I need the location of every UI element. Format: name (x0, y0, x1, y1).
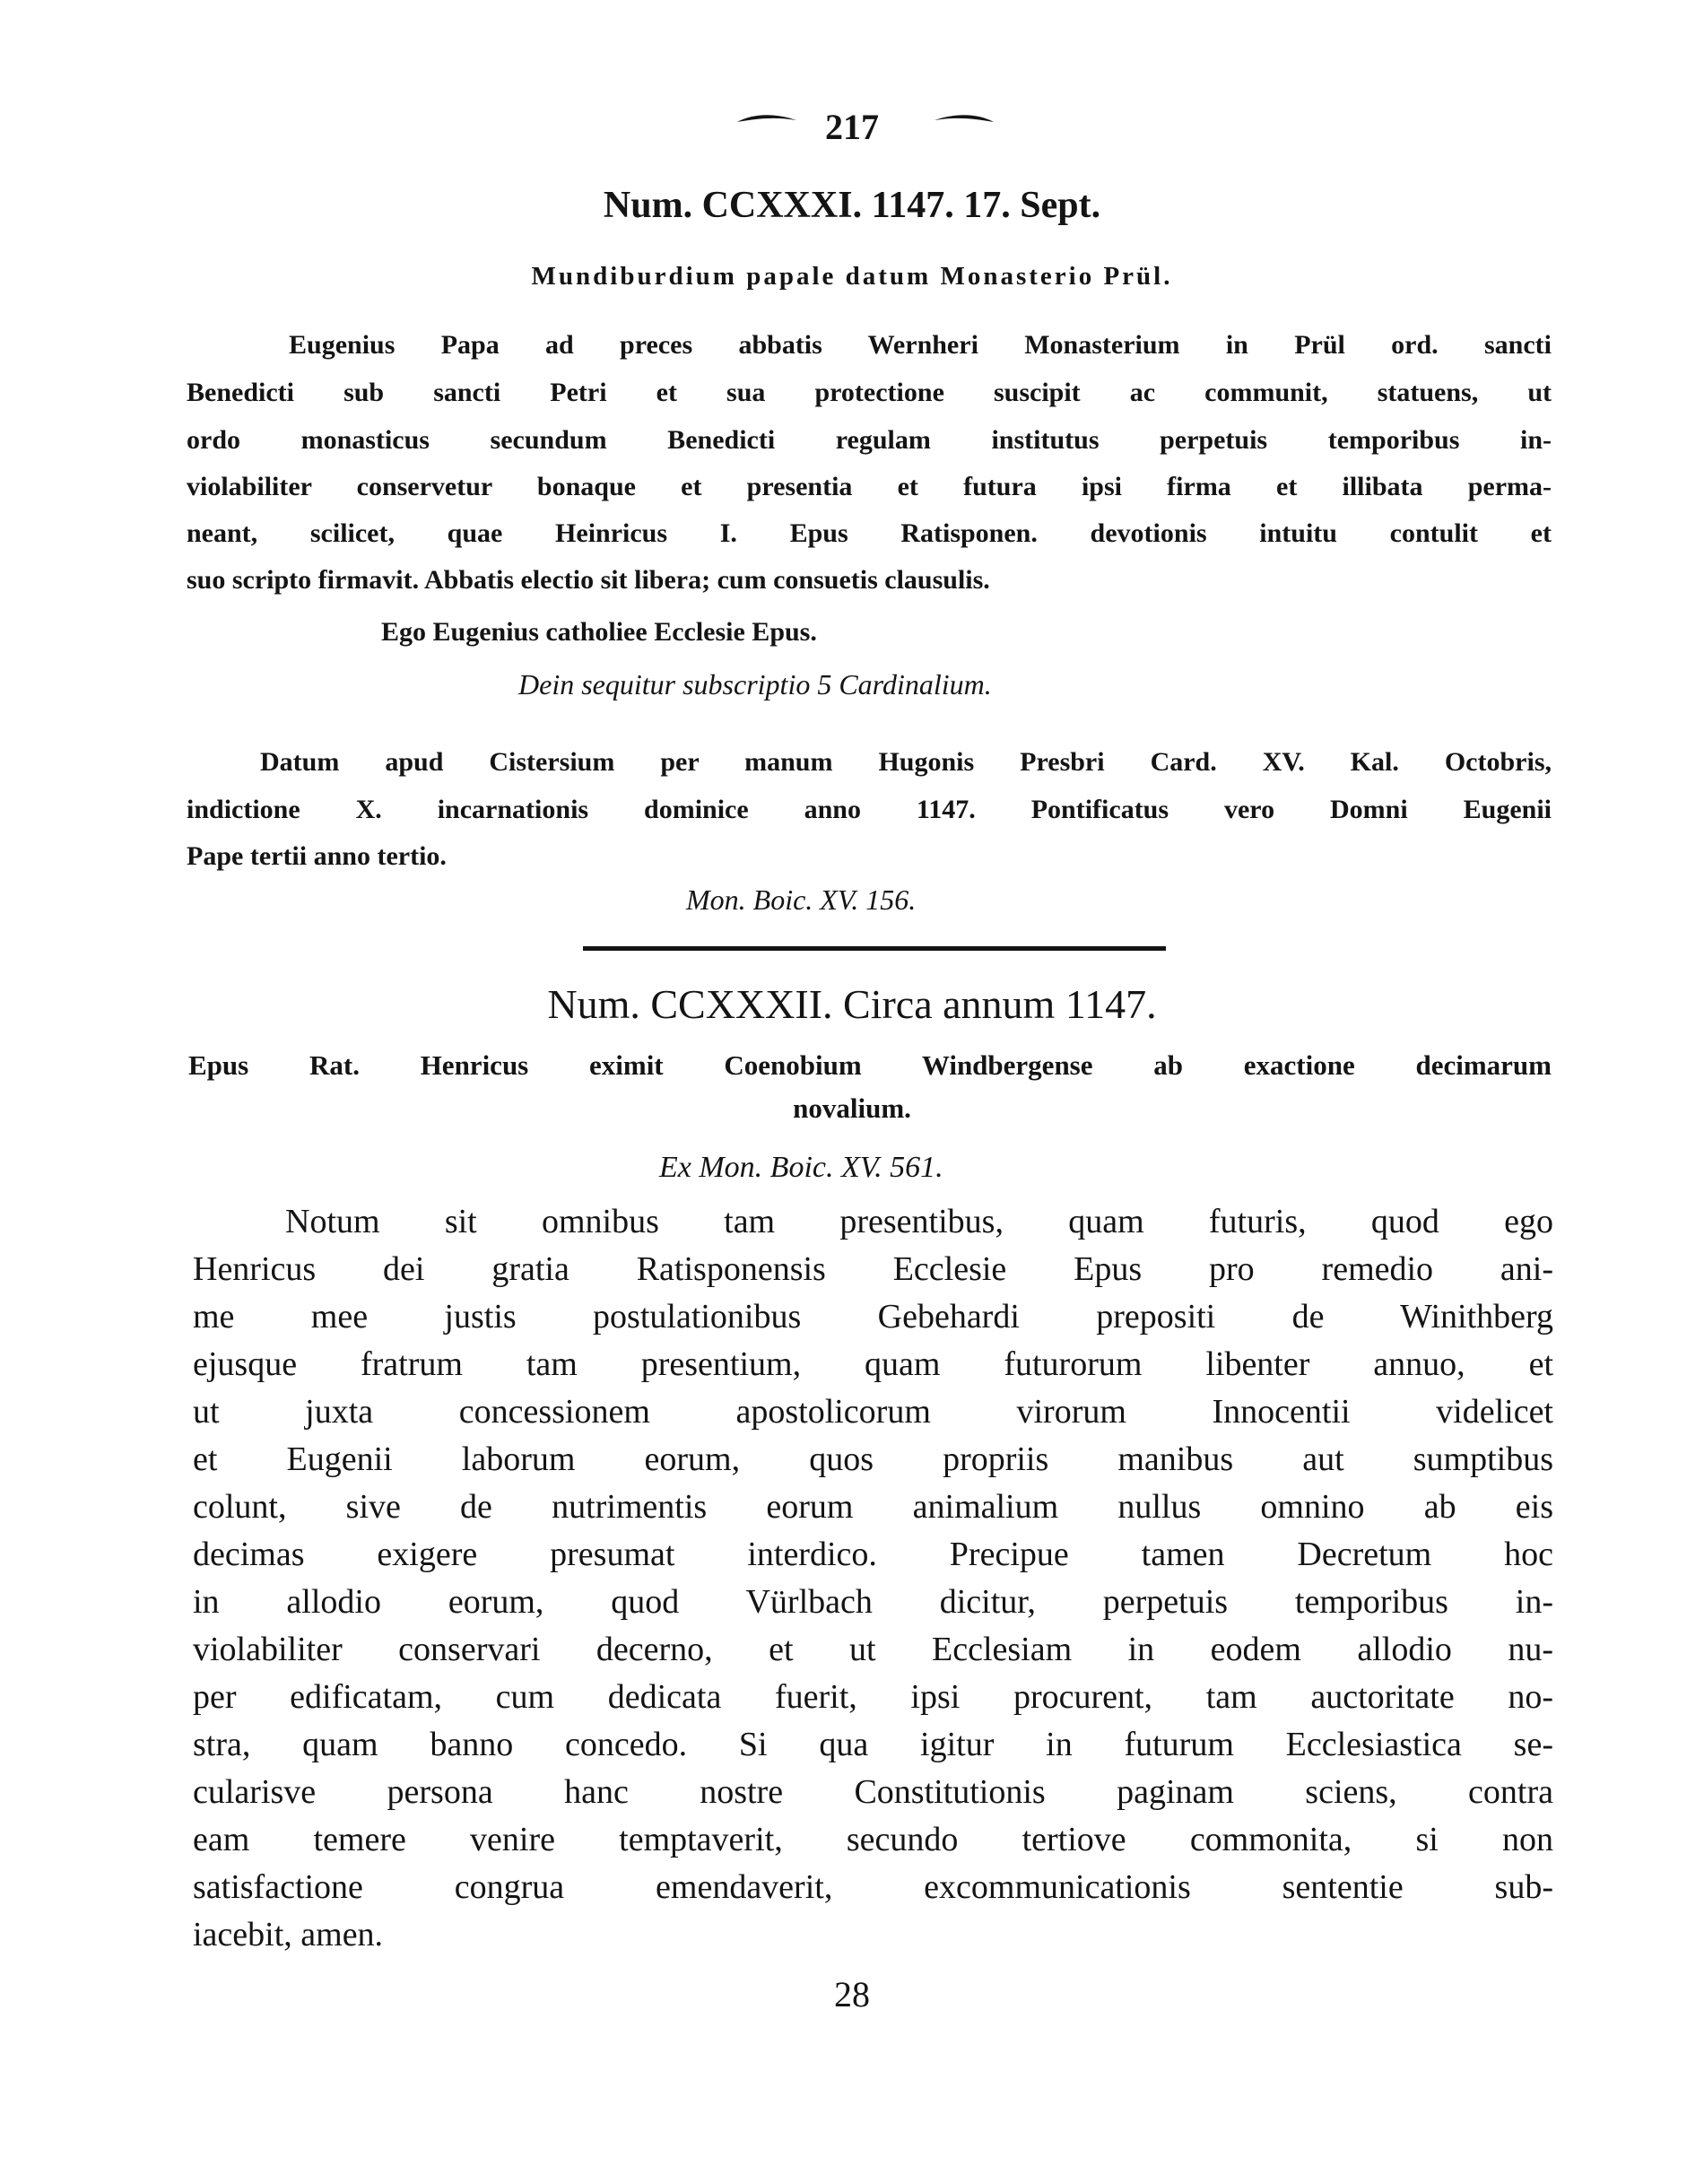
doc1-datum-line: indictione X. incarnationis dominice anno 1147. Pontificatus vero Domni Eugenii (187, 795, 1552, 824)
doc2-body-line: cularisve persona hanc nostre Constitutionis paginam sciens, contra (193, 1773, 1553, 1811)
doc1-body-line: Eugenius Papa ad preces abbatis Wernheri Monasterium in Prül ord. sancti (289, 330, 1552, 360)
doc2-body-line: me mee justis postulationibus Gebehardi prepositi de Winithberg (193, 1298, 1553, 1336)
doc2-body-line: Henricus dei gratia Ratisponensis Ecclesie Epus pro remedio ani- (193, 1250, 1553, 1288)
doc2-body-line: in allodio eorum, quod Vürlbach dicitur, perpetuis temporibus in- (193, 1583, 1553, 1621)
page-number: 217 (825, 107, 879, 147)
doc1-subtitle: Mundiburdium papale datum Monasterio Prül. (531, 262, 1173, 291)
section-divider (583, 946, 1166, 951)
doc2-body-line: Notum sit omnibus tam presentibus, quam futuris, quod ego (285, 1203, 1553, 1240)
doc1-signature: Ego Eugenius catholiee Ecclesie Epus. (381, 617, 817, 647)
doc1-body-line: ordo monasticus secundum Benedicti regulam institutus perpetuis temporibus in- (187, 425, 1552, 455)
left-ornament-icon (735, 113, 798, 126)
doc1-body-line: Benedicti sub sancti Petri et sua protectione suscipit ac communit, statuens, ut (187, 378, 1552, 407)
right-ornament-icon (933, 113, 995, 126)
doc2-body-line: et Eugenii laborum eorum, quos propriis manibus aut sumptibus (193, 1440, 1553, 1478)
doc2-body-line: violabiliter conservari decerno, et ut Ecclesiam in eodem allodio nu- (193, 1631, 1553, 1668)
doc2-heading: Num. CCXXXII. Circa annum 1147. (547, 981, 1157, 1027)
doc2-subtitle-line: Epus Rat. Henricus eximit Coenobium Windbergense ab exactione decimarum (188, 1049, 1552, 1081)
doc2-body-line: eam temere venire temptaverit, secundo tertiove commonita, si non (193, 1821, 1553, 1858)
doc1-datum-line: Datum apud Cistersium per manum Hugonis Presbri Card. XV. Kal. Octobris, (260, 747, 1552, 777)
doc1-note: Dein sequitur subscriptio 5 Cardinalium. (518, 668, 992, 700)
doc1-heading: Num. CCXXXI. 1147. 17. Sept. (603, 185, 1101, 226)
signature-mark: 28 (834, 1974, 870, 2014)
doc1-body-line: suo scripto firmavit. Abbatis electio sit libera; cum consuetis clausulis. (187, 565, 990, 595)
doc2-body-line: per edificatam, cum dedicata fuerit, ipsi procurent, tam auctoritate no- (193, 1678, 1553, 1716)
doc2-subtitle-line: novalium. (793, 1092, 911, 1124)
doc2-body-line: colunt, sive de nutrimentis eorum animalium nullus omnino ab eis (193, 1488, 1553, 1526)
doc2-body-line: ejusque fratrum tam presentium, quam futurorum libenter annuo, et (193, 1345, 1553, 1383)
doc2-source: Ex Mon. Boic. XV. 561. (659, 1151, 943, 1184)
doc1-body-line: violabiliter conservetur bonaque et presentia et futura ipsi firma et illibata perma- (187, 472, 1552, 501)
doc2-body-line: iacebit, amen. (193, 1916, 384, 1953)
doc2-body-line: ut juxta concessionem apostolicorum virorum Innocentii videlicet (193, 1393, 1553, 1431)
doc1-datum-line: Pape tertii anno tertio. (187, 841, 447, 871)
doc2-body-line: stra, quam banno concedo. Si qua igitur in futurum Ecclesiastica se- (193, 1726, 1553, 1763)
doc2-body-line: satisfactione congrua emendaverit, excommunicationis sententie sub- (193, 1868, 1553, 1906)
doc1-source: Mon. Boic. XV. 156. (686, 883, 917, 916)
doc1-body-line: neant, scilicet, quae Heinricus I. Epus Ratisponen. devotionis intuitu contulit et (187, 518, 1552, 548)
doc2-body-line: decimas exigere presumat interdico. Precipue tamen Decretum hoc (193, 1536, 1553, 1573)
